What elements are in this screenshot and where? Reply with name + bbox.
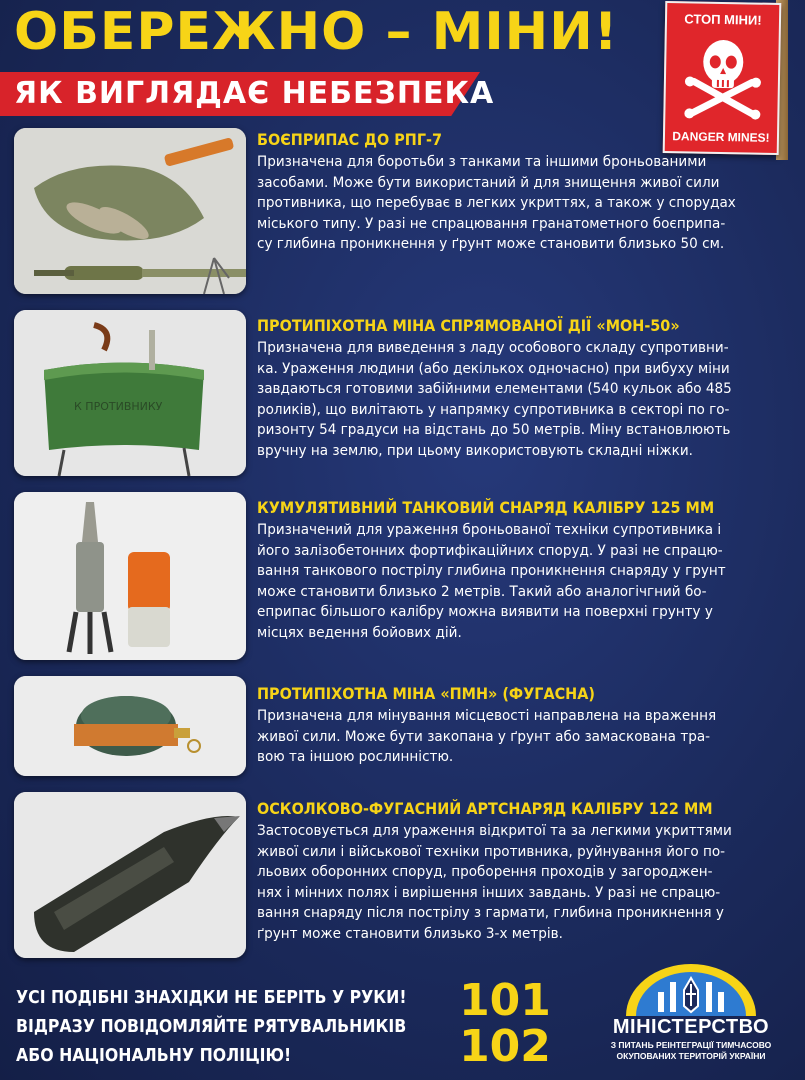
page-title: ОБЕРЕЖНО – МІНИ! xyxy=(14,2,619,62)
mon50-photo xyxy=(14,310,246,476)
text-line: живої сили. Може бути закопана у ґрунт або замаскована тра- xyxy=(257,727,711,745)
text-line: нях і мінних полях і вирішення інших завдань. У разі не спрацю- xyxy=(257,883,721,901)
skull-crossbones-icon xyxy=(683,31,763,120)
text-line: вання танкового пострілу глибина проникнення снаряду у грунт xyxy=(257,562,726,580)
ministry-logo xyxy=(596,960,796,1070)
item-title-mon50: ПРОТИПІХОТНА МІНА СПРЯМОВАНОЇ ДІЇ «МОН-50» xyxy=(257,316,680,335)
svg-text:К ПРОТИВНИКУ: К ПРОТИВНИКУ xyxy=(74,400,163,413)
sign-top-text: СТОП МІНИ! xyxy=(684,11,762,28)
text-line: су глибина проникнення у ґрунт може становити близько 50 см. xyxy=(257,235,725,253)
phone-police: 102 xyxy=(459,1021,551,1072)
sign-bottom-text: DANGER MINES! xyxy=(672,129,770,145)
text-line: може становити близько 2 метрів. Такий або аналогічгний бо- xyxy=(257,582,707,600)
ministry-subtitle xyxy=(596,1040,786,1062)
text-line: Призначений для ураження броньованої техніки супротивника і xyxy=(257,521,722,538)
footer-warning xyxy=(16,984,430,1071)
item-text-125mm xyxy=(257,520,792,644)
ministry-emblem-icon xyxy=(596,960,786,1016)
text-line: засобами. Може бути використаний й для знищення живої сили xyxy=(257,173,720,191)
item-text-rpg7 xyxy=(257,152,792,255)
ministry-sub-line: З ПИТАНЬ РЕІНТЕГРАЦІЇ ТИМЧАСОВО xyxy=(610,1040,772,1050)
item-text-122mm xyxy=(257,821,792,945)
text-line: Призначена для виведення з ладу особового складу супротивни- xyxy=(257,339,729,356)
item-text-mon50 xyxy=(257,338,792,462)
item-title-122mm: ОСКОЛКОВО-ФУГАСНИЙ АРТСНАРЯД КАЛІБРУ 122 ММ xyxy=(257,799,713,818)
text-line: його залізобетонних фортифікаційних споруд. У разі не спрацю- xyxy=(257,541,723,559)
page-subtitle: ЯК ВИГЛЯДАЄ НЕБЕЗПЕКА xyxy=(14,76,495,111)
text-line: міського типу. У разі не спрацювання гранатометного боєприпа- xyxy=(257,214,726,232)
text-line: ризонту 54 градуси на відстань до 50 метрів. Міну встановлюють xyxy=(257,421,731,439)
text-line: Застосовується для ураження відкритої та за легкими укриттями xyxy=(257,822,732,839)
text-line: роликів), що вилітають у напрямку супротивника в секторі по го- xyxy=(257,400,730,418)
text-line: завдаються готовими забійними елементами (540 кульок або 485 xyxy=(257,380,732,398)
ministry-sub-line: ОКУПОВАНИХ ТЕРИТОРІЙ УКРАЇНИ xyxy=(616,1051,766,1061)
warning-line: УСІ ПОДІБНІ ЗНАХІДКИ НЕ БЕРІТЬ У РУКИ! xyxy=(16,988,407,1008)
shell-125mm-photo xyxy=(14,492,246,660)
item-title-rpg7: БОЄПРИПАС ДО РПГ-7 xyxy=(257,130,442,149)
phone-rescue: 101 xyxy=(459,975,551,1026)
pmn-photo xyxy=(14,676,246,776)
item-title-125mm: КУМУЛЯТИВНИЙ ТАНКОВИЙ СНАРЯД КАЛІБРУ 125 ММ xyxy=(257,498,715,517)
item-title-pmn: ПРОТИПІХОТНА МІНА «ПМН» (ФУГАСНА) xyxy=(257,684,595,703)
warning-line: АБО НАЦІОНАЛЬНУ ПОЛІЦІЮ! xyxy=(16,1046,292,1066)
text-line: ка. Ураження людини (або декількох одночасно) при вибуху міни xyxy=(257,359,730,377)
ministry-name: МІНІСТЕРСТВО xyxy=(612,1016,770,1038)
rpg7-photo xyxy=(14,128,246,294)
text-line: місцях ведення бойових дій. xyxy=(257,623,462,641)
text-line: Призначена для боротьби з танками та іншими броньованими xyxy=(257,153,707,170)
text-line: вою та іншою рослинністю. xyxy=(257,748,454,766)
text-line: ґрунт може становити близько 3-х метрів. xyxy=(257,924,563,942)
text-line: вання снаряду після пострілу з гармати, глибина проникнення у xyxy=(257,904,724,922)
item-text-pmn xyxy=(257,706,792,768)
text-line: противника, що перебуває в легких укриттях, а також у спорудах xyxy=(257,194,736,212)
text-line: вручну на землю, при цьому використовують складні ніжки. xyxy=(257,441,693,459)
text-line: еприпас більшого калібру можна виявити на поверхні грунту у xyxy=(257,603,713,621)
danger-mines-sign xyxy=(663,1,782,155)
text-line: Призначена для мінування місцевості направлена на враження xyxy=(257,707,717,724)
text-line: льових оборонних споруд, проборення проходів у загороджен- xyxy=(257,863,713,881)
shell-122mm-photo xyxy=(14,792,246,958)
text-line: живої сили і військової техніки противника, руйнування його по- xyxy=(257,842,726,860)
warning-line: ВІДРАЗУ ПОВІДОМЛЯЙТЕ РЯТУВАЛЬНИКІВ xyxy=(16,1017,407,1037)
